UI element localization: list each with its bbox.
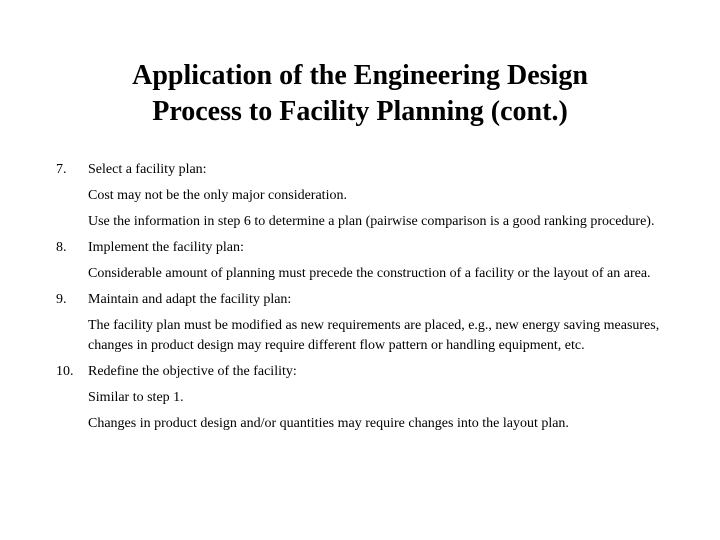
step-heading: Redefine the objective of the facility: [88, 364, 297, 379]
slide-content [56, 160, 676, 440]
step-8 [56, 238, 676, 258]
step-heading: Maintain and adapt the facility plan: [88, 292, 292, 307]
step-number: 10. [56, 364, 74, 379]
slide-title [60, 58, 660, 130]
step-10 [56, 362, 676, 382]
step-number: 9. [56, 292, 67, 307]
slide-title-line-1: Application of the Engineering Design [132, 60, 588, 91]
step-heading: Select a facility plan: [88, 162, 207, 177]
step-heading: Implement the facility plan: [88, 240, 244, 255]
step-number: 8. [56, 240, 67, 255]
step-7-detail-1: Cost may not be the only major consideration. [88, 188, 347, 203]
step-8-detail-1: Considerable amount of planning must precede the construction of a facility or the layout of an area. [88, 266, 651, 281]
step-9 [56, 290, 676, 310]
step-9-detail-1: The facility plan must be modified as new requirements are placed, e.g., new energy saving measures, changes in product design may require different flow pattern or handling equipment, etc. [88, 318, 660, 353]
slide-title-line-2: Process to Facility Planning (cont.) [152, 96, 568, 127]
step-7 [56, 160, 676, 180]
step-7-detail-2: Use the information in step 6 to determine a plan (pairwise comparison is a good ranking procedure). [88, 214, 655, 229]
step-10-detail-2: Changes in product design and/or quantities may require changes into the layout plan. [88, 416, 569, 431]
step-10-detail-1: Similar to step 1. [88, 390, 184, 405]
step-number: 7. [56, 162, 67, 177]
